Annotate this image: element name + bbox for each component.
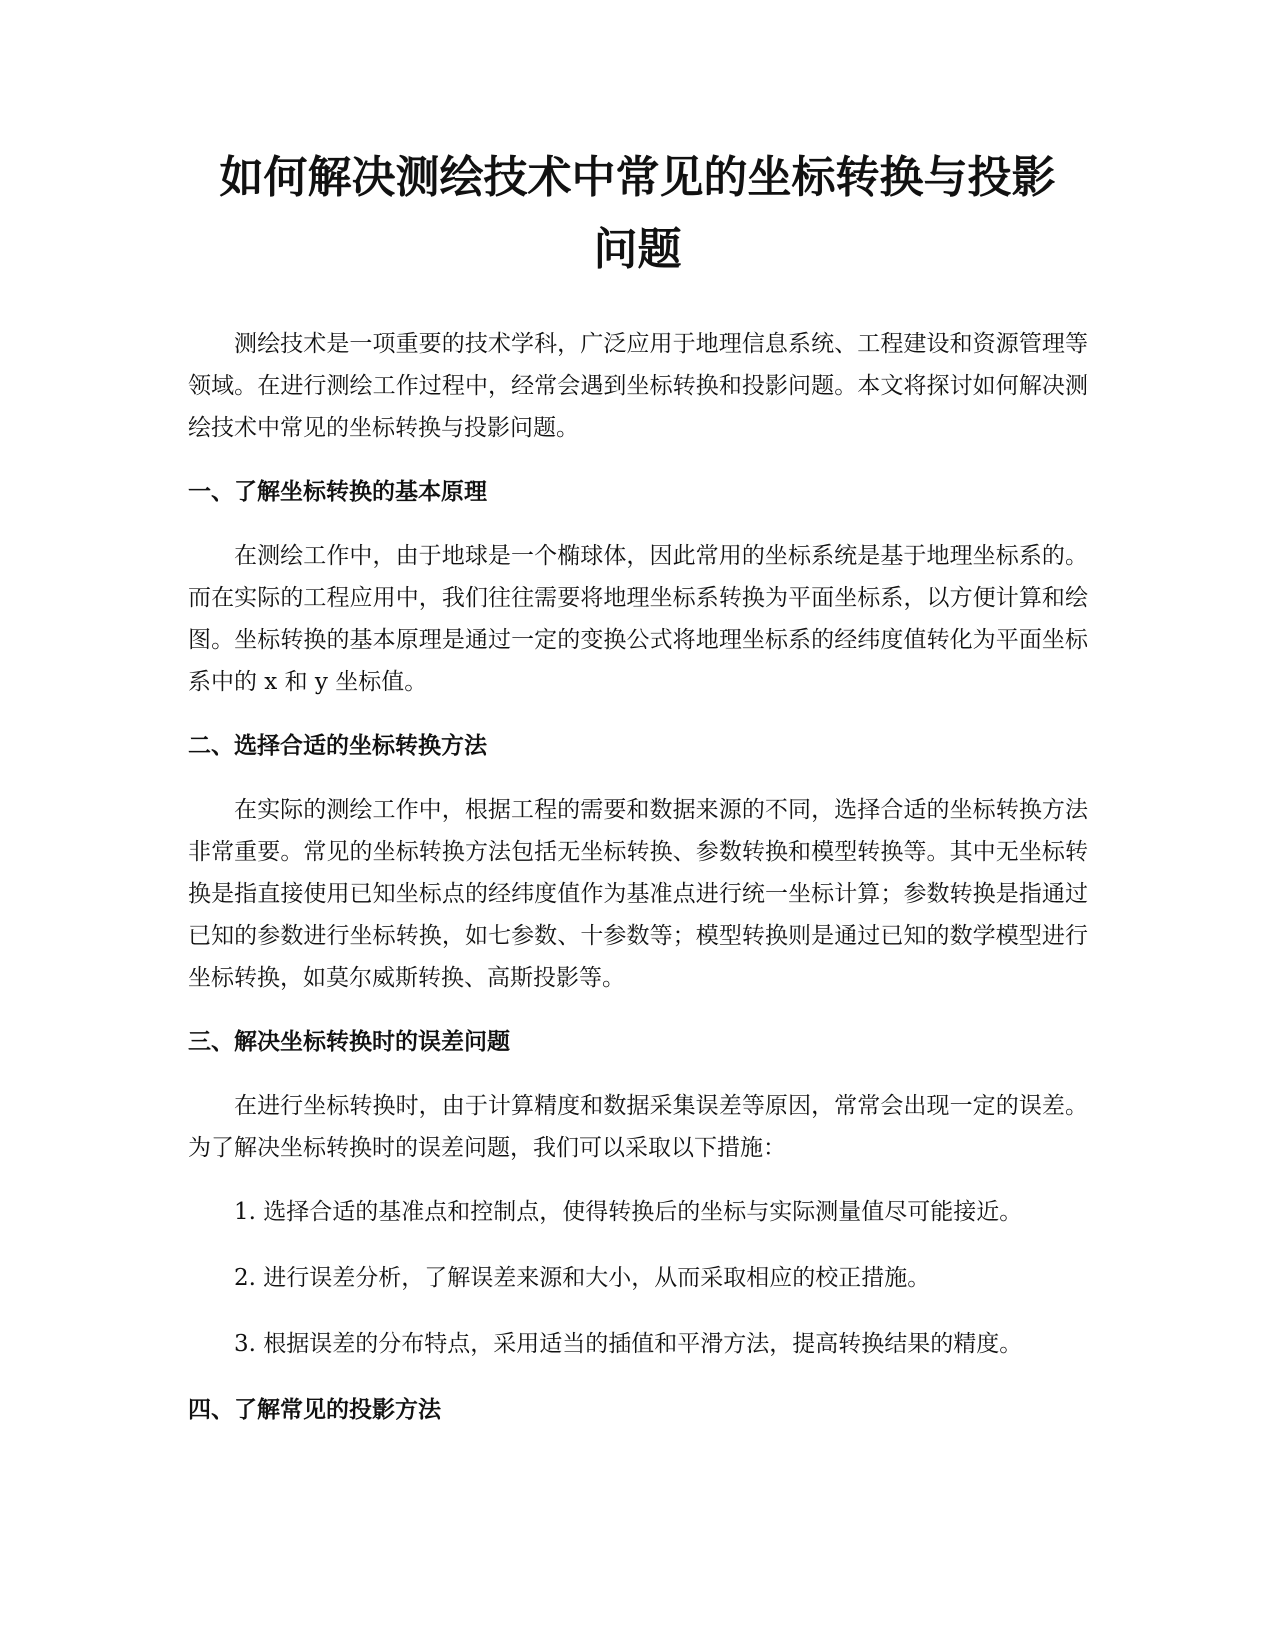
list-item: 1. 选择合适的基准点和控制点，使得转换后的坐标与实际测量值尽可能接近。	[234, 1199, 1023, 1225]
section-heading-1: 一、了解坐标转换的基本原理	[188, 479, 487, 505]
document-title	[150, 142, 1125, 286]
section-paragraph-2: 在实际的测绘工作中，根据工程的需要和数据来源的不同，选择合适的坐标转换方法非常重要。常见的坐标转换方法包括无坐标转换、参数转换和模型转换等。其中无坐标转换是指直接使用已知坐标点的经纬度值作为基准点进行统一坐标计算；参数转换是指通过已知的参数进行坐标转换，如七参数、十参数等；模型转换则是通过已知的数学模型进行坐标转换，如莫尔威斯转换、高斯投影等。	[188, 797, 1088, 991]
list-item: 2. 进行误差分析，了解误差来源和大小，从而采取相应的校正措施。	[234, 1265, 931, 1291]
section-paragraph-3: 在进行坐标转换时，由于计算精度和数据采集误差等原因，常常会出现一定的误差。为了解决坐标转换时的误差问题，我们可以采取以下措施：	[188, 1093, 1088, 1161]
section-paragraph-1: 在测绘工作中，由于地球是一个椭球体，因此常用的坐标系统是基于地理坐标系的。而在实际的工程应用中，我们往往需要将地理坐标系转换为平面坐标系，以方便计算和绘图。坐标转换的基本原理是通过一定的变换公式将地理坐标系的经纬度值转化为平面坐标系中的 x 和 y 坐标值。	[188, 543, 1088, 695]
section-heading-2: 二、选择合适的坐标转换方法	[188, 733, 487, 759]
title-line-2: 问题	[593, 224, 682, 275]
title-line-1: 如何解决测绘技术中常见的坐标转换与投影	[219, 152, 1056, 203]
section-heading-3: 三、解决坐标转换时的误差问题	[188, 1029, 510, 1055]
list-item: 3. 根据误差的分布特点，采用适当的插值和平滑方法，提高转换结果的精度。	[234, 1331, 1023, 1357]
document-body	[188, 323, 1088, 1453]
section-heading-4: 四、了解常见的投影方法	[188, 1397, 441, 1423]
intro-paragraph: 测绘技术是一项重要的技术学科，广泛应用于地理信息系统、工程建设和资源管理等领域。在进行测绘工作过程中，经常会遇到坐标转换和投影问题。本文将探讨如何解决测绘技术中常见的坐标转换与投影问题。	[188, 331, 1088, 441]
